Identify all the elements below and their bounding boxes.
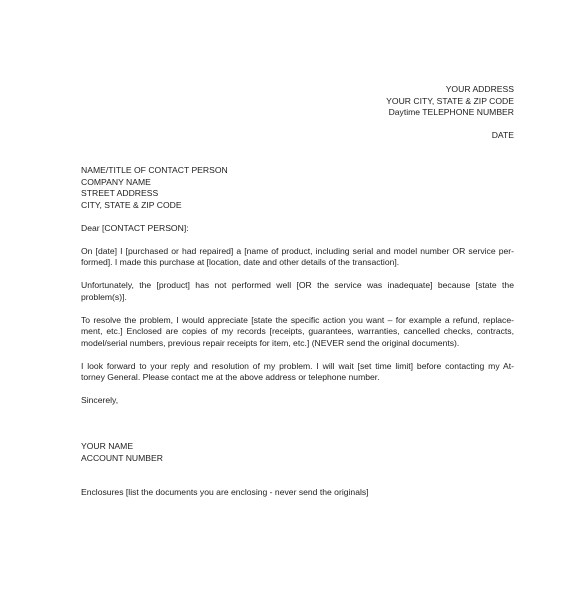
recipient-address-block [81, 165, 514, 211]
paragraph-line: On [date] I [purchased or had repaired] a [name of product, including serial and model number OR service per- [81, 245, 514, 256]
paragraph-line: Unfortunately, the [product] has not performed well [OR the service was inadequate] because [state the [81, 280, 514, 290]
paragraph-line: formed]. I made this purchase at [location, date and other details of the transaction]. [81, 257, 400, 267]
paragraph-line: To resolve the problem, I would appreciate [state the specific action you want – for example a refund, replace- [81, 314, 514, 325]
sender-address: YOUR ADDRESS [445, 84, 514, 94]
closing: Sincerely, [81, 395, 119, 405]
salutation: Dear [CONTACT PERSON]: [81, 222, 189, 233]
paragraph [81, 361, 514, 384]
recipient-city-state-zip: CITY, STATE & ZIP CODE [81, 199, 182, 210]
signature-name: YOUR NAME [81, 441, 134, 451]
sender-city-state-zip: YOUR CITY, STATE & ZIP CODE [386, 95, 514, 106]
paragraph [81, 246, 514, 269]
sender-address-block [386, 84, 514, 119]
paragraph-line: ment, etc.] Enclosed are copies of my records [receipts, guarantees, warranties, cancelled checks, contracts, [81, 326, 514, 336]
paragraph-line: I look forward to your reply and resolution of my problem. I will wait [set time limit] before contacting my At- [81, 360, 514, 371]
recipient-name-title: NAME/TITLE OF CONTACT PERSON [81, 165, 228, 175]
sender-phone: Daytime TELEPHONE NUMBER [388, 107, 514, 117]
signature-account: ACCOUNT NUMBER [81, 452, 163, 463]
paragraph [81, 315, 514, 350]
paragraph [81, 280, 514, 303]
paragraph-line: model/serial numbers, previous repair receipts for item, etc.] (NEVER send the original documents). [81, 337, 460, 348]
letter-body [81, 165, 514, 499]
enclosures-line: Enclosures [list the documents you are enclosing - never send the originals] [81, 487, 369, 497]
paragraph-line: problem(s)]. [81, 291, 127, 302]
signature-block [81, 441, 514, 464]
paragraph-line: torney General. Please contact me at the above address or telephone number. [81, 372, 380, 382]
letter-date: DATE [491, 130, 514, 140]
recipient-company: COMPANY NAME [81, 176, 151, 187]
recipient-street: STREET ADDRESS [81, 188, 159, 198]
